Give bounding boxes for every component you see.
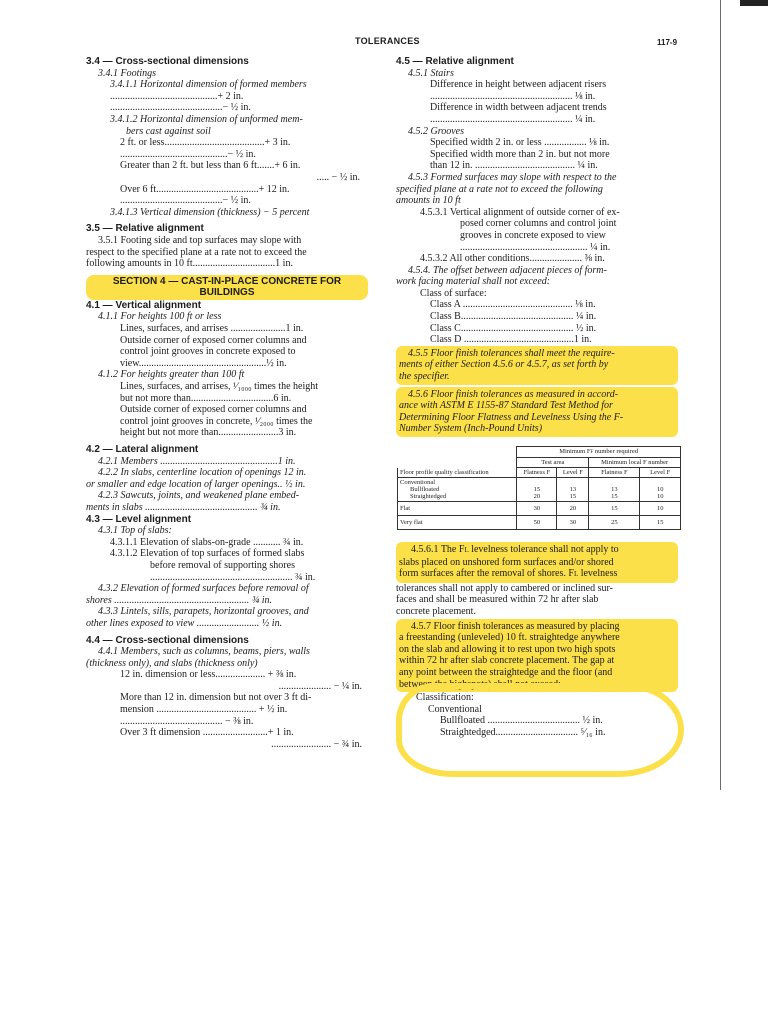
heading-4-5: 4.5 — Relative alignment	[396, 56, 514, 67]
text-line: ance with ASTM E 1155-87 Standard Test Method for	[399, 400, 613, 412]
table-test-area: Test area	[517, 458, 589, 468]
table-col-level: Level F	[557, 468, 589, 478]
classification-label: Classification:	[416, 692, 474, 703]
text-line: mension ........................................ + ½ in.	[120, 704, 288, 716]
text-line: ..... − ½ in.	[316, 171, 360, 183]
text-line: 4.2.1 Members ...............................................1 in.	[98, 455, 296, 467]
table-col-level-local: Level F	[640, 468, 681, 478]
text-line: height but not more than........................3 in.	[120, 427, 297, 439]
text-line: Greater than 2 ft. but less than 6 ft.......+ 6 in.	[120, 160, 301, 172]
text-line: 4.5.5 Floor finish tolerances shall meet the require-	[408, 347, 615, 359]
text-line: 4.3.1.1 Elevation of slabs-on-grade ........... ¾ in.	[110, 536, 304, 548]
text-line: view...................................................½ in.	[120, 357, 287, 369]
text-line: 4.2.3 Sawcuts, joints, and weakened plane embed-	[98, 490, 300, 502]
text-line: Determining Floor Flatness and Levelness Using the F-	[399, 411, 624, 423]
text-line: Specified width 2 in. or less ................. ⅛ in.	[430, 137, 610, 149]
text-line: 4.5.3.1 Vertical alignment of outside corner of ex-	[420, 206, 620, 218]
text-line: shores ...................................................... ¾ in.	[86, 594, 273, 606]
text-line: Lines, surfaces, and arrises ......................1 in.	[120, 323, 304, 335]
text-line: ...........................................+ 2 in.	[110, 90, 244, 102]
page-number: 117-9	[657, 38, 678, 47]
text-line: posed corner columns and control joint	[460, 218, 617, 230]
table-row: Conventional Bullfloated Straightedged 15 20 13 15 13 15 10 10	[398, 478, 681, 502]
text-line: 4.3.1 Top of slabs:	[98, 525, 172, 537]
text-line: .............................................− ½ in.	[110, 102, 251, 114]
class-c-row: Class C............................................. ½ in.	[430, 322, 597, 334]
text-line: ......................................................... ⅛ in.	[430, 90, 596, 102]
section-4-heading	[86, 275, 368, 300]
text-line: between the highspots) shall not exceed:	[399, 678, 561, 690]
text-line: 4.3.3 Lintels, sills, parapets, horizontal grooves, and	[98, 606, 309, 618]
classification-block	[416, 692, 678, 738]
text-line: 3.4.1.1 Horizontal dimension of formed members	[110, 79, 307, 91]
heading-4-4: 4.4 — Cross-sectional dimensions	[86, 634, 249, 646]
text-line: tolerances shall not apply to cambered or inclined sur-	[396, 582, 613, 594]
text-line: ...........................................− ½ in.	[120, 148, 256, 160]
text-line: 12 in. dimension or less.................... + ⅜ in.	[120, 669, 297, 681]
text-line: work facing material shall not exceed:	[396, 276, 551, 288]
text-line: 4.5.6.1 The FL levelness tolerance shall not apply to	[411, 544, 619, 555]
scan-artifact	[740, 0, 768, 6]
text-line: the specifier.	[399, 371, 450, 383]
table-col-flatness: Flatness F	[517, 468, 557, 478]
text-line: grooves in concrete exposed to view	[460, 229, 606, 241]
text-line: 4.5.7 Floor finish tolerances as measured by placing	[411, 620, 620, 632]
text-line: 3.4.1.2 Horizontal dimension of unformed mem-	[110, 113, 303, 125]
text-line: but not more than.................................6 in.	[120, 392, 292, 404]
text-line: concrete placement.	[396, 605, 476, 617]
right-column-lower	[396, 542, 678, 692]
text-line: other lines exposed to view ......................... ½ in.	[86, 617, 283, 629]
text-line: 4.5.3 Formed surfaces may slope with respect to the	[408, 171, 617, 183]
text-line: bers cast against soil	[126, 125, 211, 137]
text-line: than 12 in. ........................................ ¼ in.	[430, 160, 598, 172]
left-column	[86, 56, 368, 750]
text-line: 3.4.1.3 Vertical dimension (thickness) − 5 percent	[110, 206, 310, 218]
text-line: ........................ − ¾ in.	[271, 738, 362, 750]
text-line: control joint grooves in concrete exposed to	[120, 346, 296, 358]
text-line: Over 3 ft dimension ..........................+ 1 in.	[120, 727, 294, 739]
text-line: ......................................................... ¼ in.	[430, 113, 596, 125]
highlight-4-5-6-1	[396, 542, 678, 583]
text-line: ......................................... − ⅜ in.	[120, 715, 254, 727]
text-line: within 72 hr after slab concrete placement. The gap at	[399, 655, 615, 667]
page-title: TOLERANCES	[355, 36, 420, 46]
table-quality-label: Floor profile quality classification	[398, 468, 517, 478]
class-d-row: Class D ............................................1 in.	[430, 334, 592, 346]
subheading-grooves: 4.5.2 Grooves	[408, 125, 465, 137]
text-line: any point between the straightedge and the floor (and	[399, 666, 613, 678]
highlight-4-5-6	[396, 387, 678, 437]
table-col-flatness-local: Flatness F	[589, 468, 640, 478]
text-line: ................................................... ¼ in.	[460, 241, 611, 253]
text-line: 4.5.3.2 All other conditions..................... ⅜ in.	[420, 253, 605, 265]
text-line: Difference in height between adjacent risers	[430, 79, 607, 91]
text-line: following amounts in 10 ft.................................1 in.	[86, 258, 293, 270]
section-4-title: SECTION 4 — CAST-IN-PLACE CONCRETE FOR	[112, 275, 342, 287]
text-line: specified plane at a rate not to exceed the following	[396, 183, 603, 195]
text-line: Outside corner of exposed corner columns and	[120, 334, 307, 346]
text-line: 4.5.6 Floor finish tolerances as measured in accord-	[408, 388, 619, 400]
text-line: respect to the specified plane at a rate not to exceed the	[86, 246, 307, 258]
text-line: control joint grooves in concrete, ¹⁄₂₀₀₀ times the	[120, 415, 313, 427]
table-row: Very flat 50 30 25 15	[398, 516, 681, 530]
section-4-title-cont: BUILDINGS	[199, 287, 255, 299]
text-line: form surfaces after the removal of shores. FL levelness	[399, 568, 618, 580]
text-line: Outside corner of exposed corner columns and	[120, 404, 307, 416]
text-line: 4.5.4. The offset between adjacent pieces of form-	[408, 264, 607, 276]
text-line: Over 6 ft.........................................+ 12 in.	[120, 183, 290, 195]
text-line: 3.5.1 Footing side and top surfaces may slope with	[98, 234, 302, 246]
text-line: 2 ft. or less........................................+ 3 in.	[120, 137, 291, 149]
text-line: 4.3.1.2 Elevation of top surfaces of formed slabs	[110, 548, 305, 560]
highlight-4-5-5	[396, 346, 678, 385]
page-edge-line	[720, 0, 721, 790]
text-line: Number System (Inch-Pound Units)	[399, 423, 543, 435]
table-row: Flat 30 20 15 10	[398, 502, 681, 516]
text-line: (thickness only), and slabs (thickness only)	[86, 657, 258, 669]
text-line: More than 12 in. dimension but not over 3 ft di-	[120, 692, 312, 704]
text-line: ments of either Section 4.5.6 or 4.5.7, as set forth by	[399, 359, 609, 371]
highlight-4-5-7	[396, 619, 678, 693]
text-line: ments in slabs ............................................. ¾ in.	[86, 501, 281, 513]
text-line: 4.2.2 In slabs, centerline location of openings 12 in.	[98, 467, 307, 479]
text-line: Specified width more than 2 in. but not more	[430, 148, 610, 160]
text-line: 4.1.2 For heights greater than 100 ft	[98, 369, 245, 381]
text-line: a freestanding (unleveled) 10 ft. straightedge anywhere	[399, 632, 620, 644]
bullfloated-row: Bullfloated ..................................... ½ in.	[440, 715, 603, 727]
text-line: 4.1.1 For heights 100 ft or less	[98, 311, 222, 323]
text-line: 4.3.2 Elevation of formed surfaces before removal of	[98, 583, 309, 595]
class-b-row: Class B............................................. ¼ in.	[430, 311, 597, 323]
text-line: ..................... − ¼ in.	[278, 680, 362, 692]
subheading-stairs: 4.5.1 Stairs	[408, 67, 454, 79]
text-line: Lines, surfaces, and arrises, ¹⁄₁₀₀₀ times the height	[120, 381, 319, 393]
heading-3-4: 3.4 — Cross-sectional dimensions	[86, 56, 249, 67]
text-line: faces and shall be measured within 72 hr after slab	[396, 594, 599, 606]
text-line: ......................................................... ¾ in.	[150, 571, 316, 583]
text-line: Class of surface:	[420, 287, 487, 299]
heading-4-2: 4.2 — Lateral alignment	[86, 444, 199, 455]
fnumber-table	[397, 446, 681, 530]
table-min-local: Minimum local F number	[589, 458, 681, 468]
straightedged-row: Straightedged................................. ⁵⁄₁₆ in.	[440, 726, 606, 738]
text-line: slabs placed on unshored form surfaces and/or shored	[399, 556, 614, 568]
text-line: .........................................− ½ in.	[120, 195, 251, 207]
conventional-label: Conventional	[428, 703, 482, 715]
text-line: on the slab and allowing it to rest upon two high spots	[399, 643, 616, 655]
text-line: amounts in 10 ft	[396, 195, 461, 207]
heading-4-3: 4.3 — Level alignment	[86, 513, 192, 525]
text-line: 4.4.1 Members, such as columns, beams, piers, walls	[98, 646, 310, 658]
text-line: before removal of supporting shores	[150, 559, 295, 571]
right-column	[396, 56, 678, 437]
table-top-header: Minimum FF number required	[517, 447, 681, 458]
text-line: Difference in width between adjacent trends	[430, 102, 607, 114]
subheading-3-4-1: 3.4.1 Footings	[98, 67, 157, 79]
text-line: or smaller and edge location of larger openings.. ½ in.	[86, 478, 306, 490]
class-a-row: Class A ............................................ ⅛ in.	[430, 299, 596, 311]
heading-3-5: 3.5 — Relative alignment	[86, 223, 204, 235]
table-blank	[398, 447, 517, 468]
heading-4-1: 4.1 — Vertical alignment	[86, 299, 202, 311]
